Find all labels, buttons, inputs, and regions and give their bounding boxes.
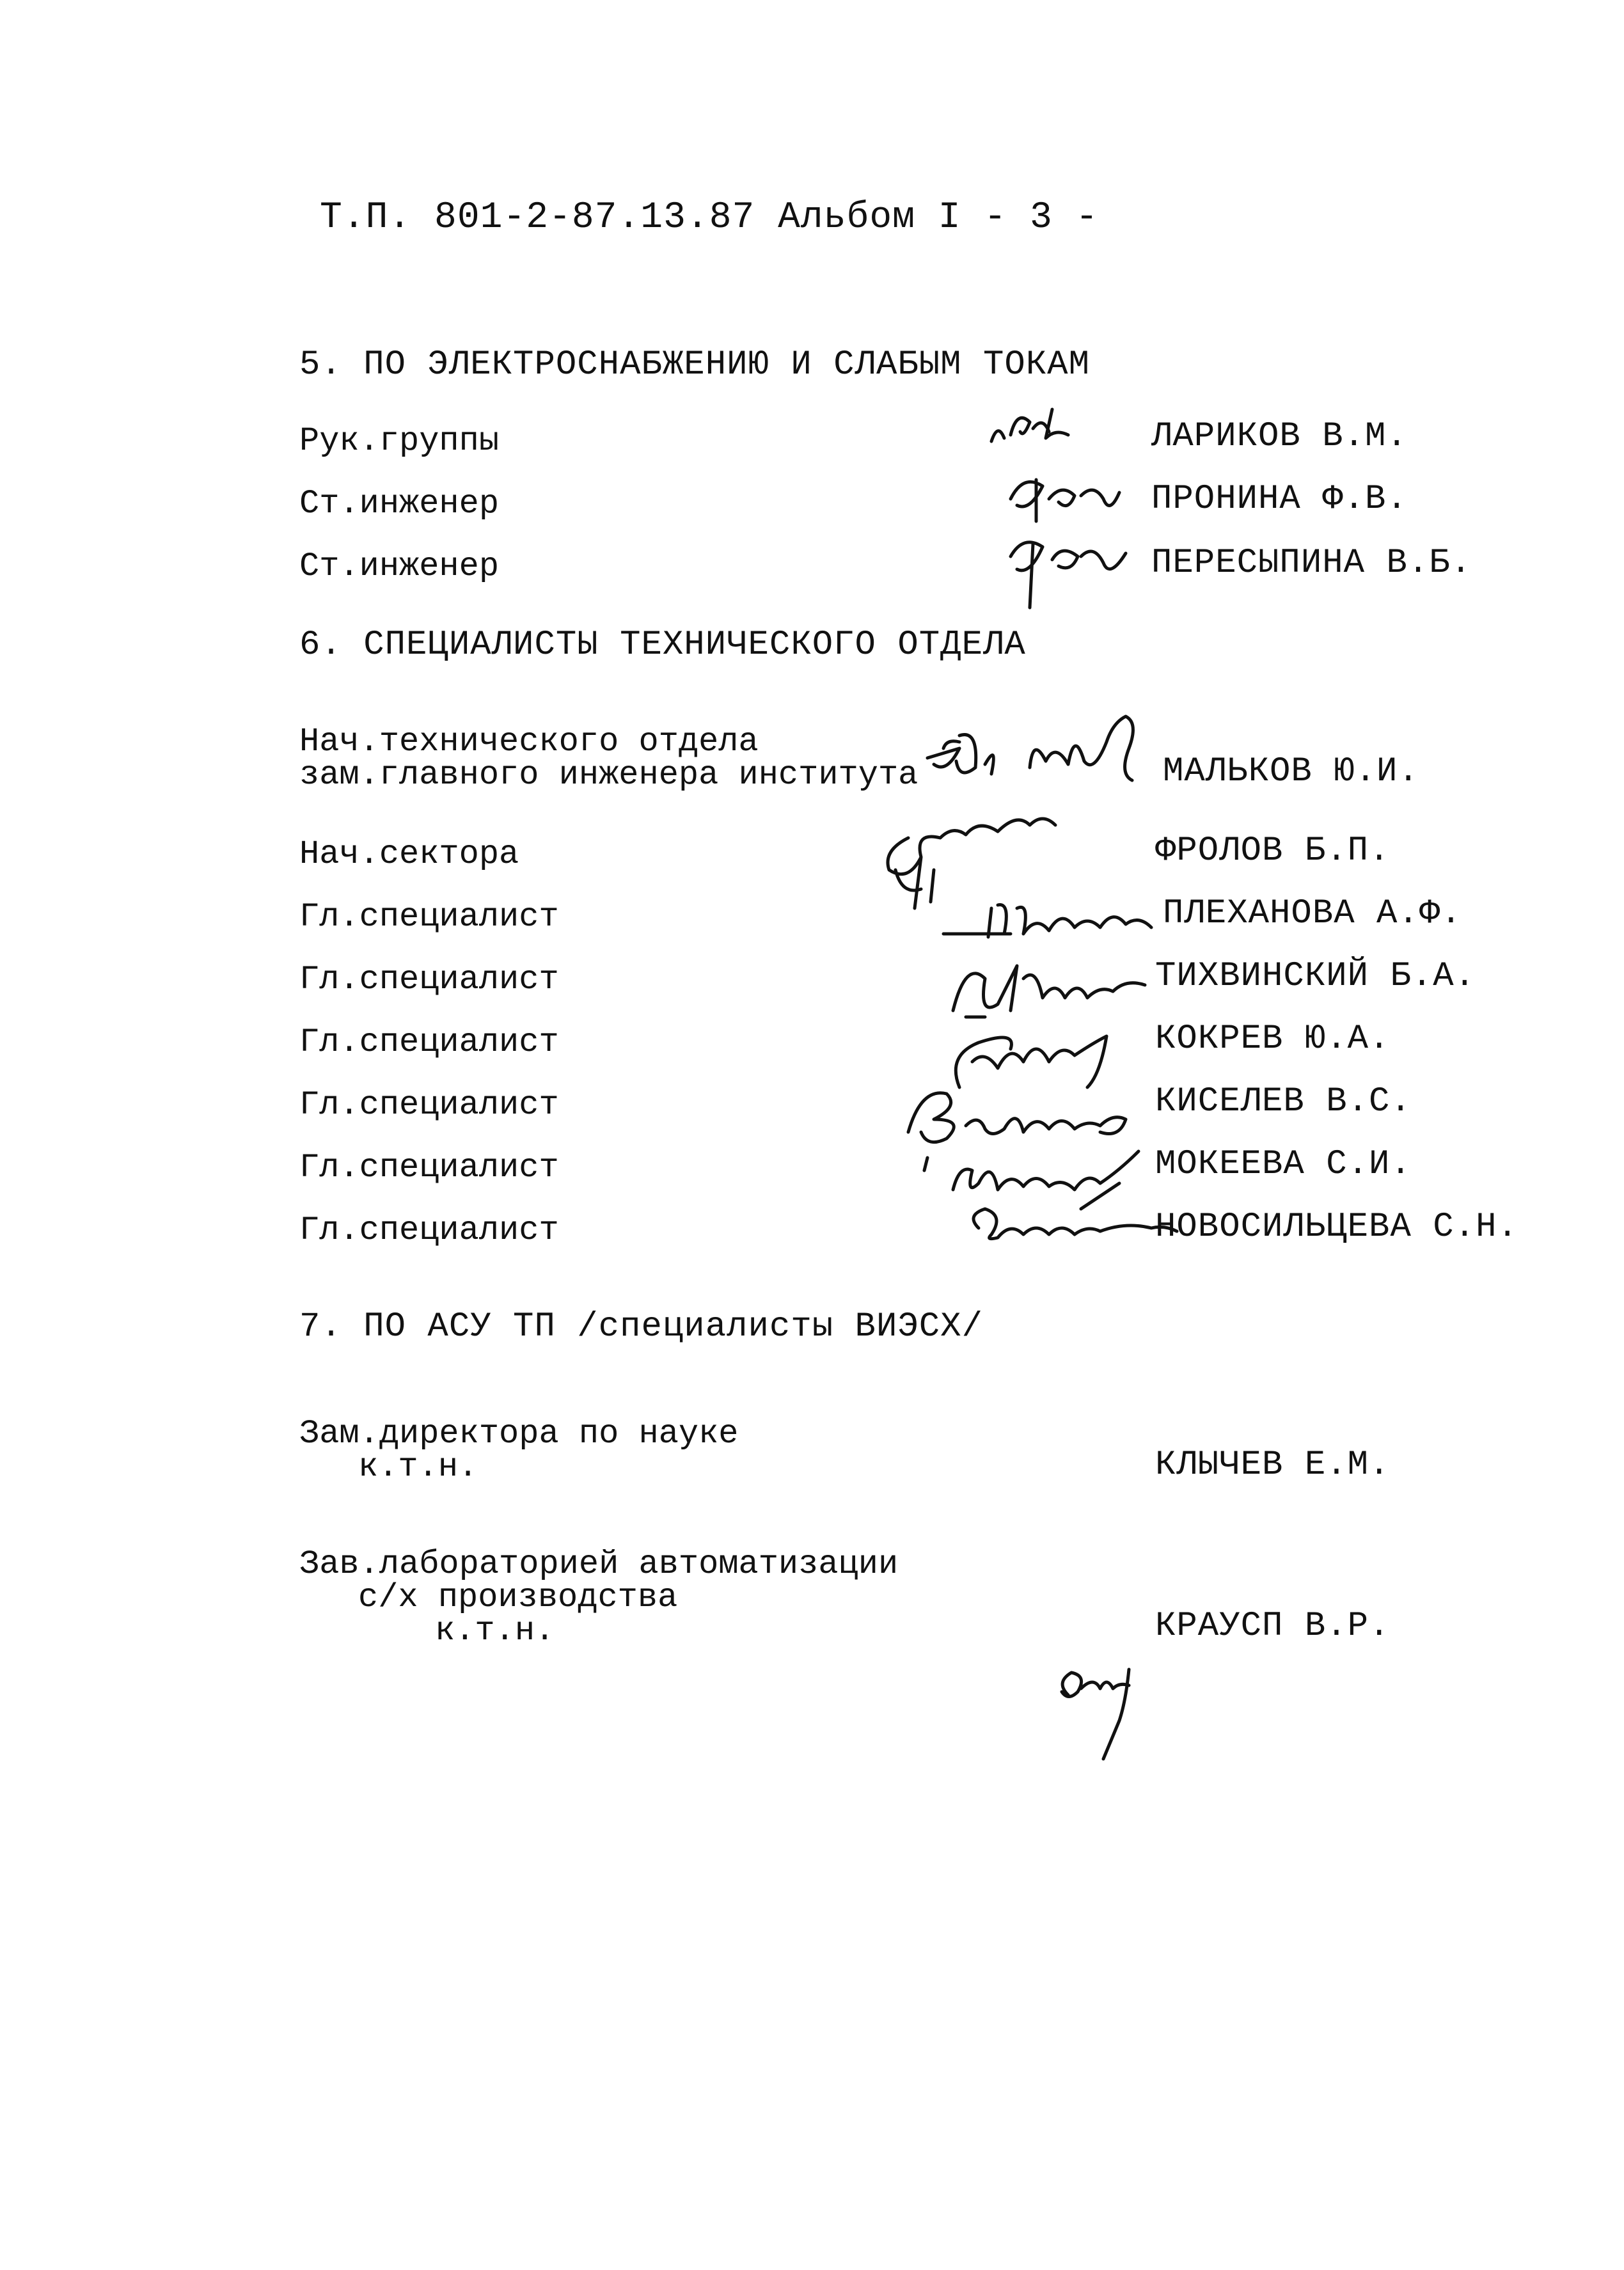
section-6-role-6: Гл.специалист	[299, 1149, 559, 1186]
section-5-title: 5. ПО ЭЛЕКТРОСНАБЖЕНИЮ И СЛАБЫМ ТОКАМ	[299, 345, 1090, 384]
section-6-role-7: Гл.специалист	[299, 1211, 559, 1249]
signature-novosiltseva	[959, 1190, 1190, 1254]
section-6-head-role-line1: Нач.технического отдела	[299, 723, 759, 761]
section-6-title: 6. СПЕЦИАЛИСТЫ ТЕХНИЧЕСКОГО ОТДЕЛА	[299, 626, 1026, 665]
section-7-entry2-role-line1: Зав.лабораторией автоматизации	[299, 1545, 899, 1583]
signature-malkov	[921, 704, 1177, 806]
section-6-name-6: МОКЕЕВА С.И.	[1155, 1145, 1412, 1184]
section-6-role-4: Гл.специалист	[299, 1023, 559, 1061]
section-5-role-3: Ст.инженер	[299, 548, 500, 585]
document-header: Т.П. 801-2-87.13.87 Альбом I - 3 -	[320, 197, 1099, 239]
section-7-entry1-name: КЛЫЧЕВ Е.М.	[1155, 1446, 1391, 1485]
section-6-role-5: Гл.специалист	[299, 1086, 559, 1124]
section-6-name-4: КОКРЕВ Ю.А.	[1155, 1020, 1391, 1059]
section-7-entry2-name: КРАУСП В.Р.	[1155, 1607, 1391, 1646]
section-6-name-7: НОВОСИЛЬЦЕВА С.Н.	[1155, 1208, 1518, 1247]
signature-peresypina	[998, 524, 1139, 614]
section-6-name-5: КИСЕЛЕВ В.С.	[1155, 1082, 1412, 1121]
section-6-role-1: Нач.сектора	[299, 835, 519, 873]
section-6-role-2: Гл.специалист	[299, 898, 559, 936]
section-6-name-3: ТИХВИНСКИЙ Б.А.	[1155, 957, 1476, 996]
signature-pronina	[998, 461, 1139, 531]
section-6-head-role-line2: зам.главного инженера института	[299, 756, 918, 794]
section-7-entry1-role-line2: к.т.н.	[358, 1448, 478, 1486]
section-6-name-1: ФРОЛОВ Б.П.	[1155, 832, 1391, 871]
section-7-entry2-role-line3: к.т.н.	[435, 1612, 555, 1650]
section-6-head-name: МАЛЬКОВ Ю.И.	[1163, 752, 1419, 791]
section-7-entry1-role-line1: Зам.директора по науке	[299, 1415, 739, 1453]
section-5-role-2: Ст.инженер	[299, 485, 500, 523]
section-7-title: 7. ПО АСУ ТП /специалисты ВИЭСХ/	[299, 1307, 983, 1346]
section-7-entry2-role-line2: с/х производства	[358, 1579, 678, 1616]
section-5-role-1: Рук.группы	[299, 422, 500, 460]
section-5-name-1: ЛАРИКОВ В.М.	[1151, 417, 1408, 456]
section-5-name-2: ПРОНИНА Ф.В.	[1151, 480, 1408, 519]
section-5-name-3: ПЕРЕСЫПИНА В.Б.	[1151, 544, 1472, 583]
signature-krausp	[1043, 1657, 1183, 1765]
section-6-name-2: ПЛЕХАНОВА А.Ф.	[1163, 894, 1462, 933]
section-6-role-3: Гл.специалист	[299, 961, 559, 998]
signature-larikov	[985, 397, 1100, 454]
